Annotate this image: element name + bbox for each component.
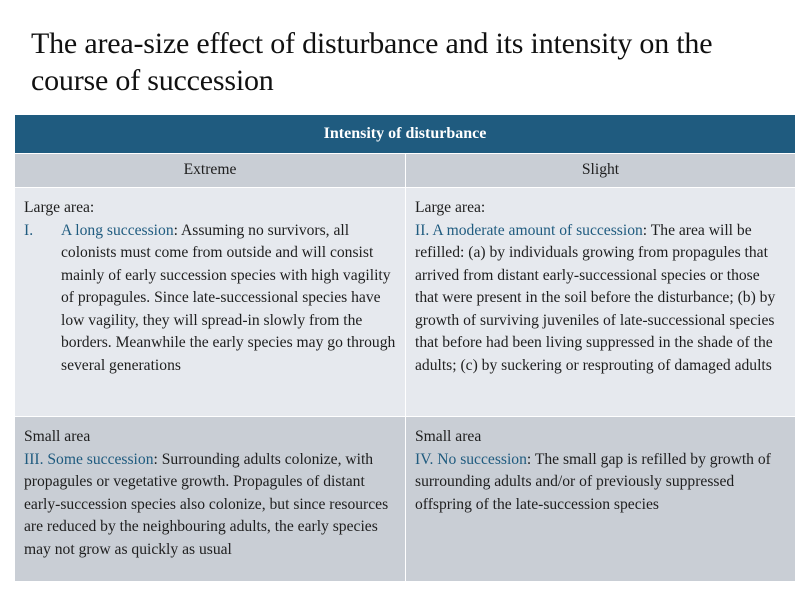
cell-extreme-small-area <box>15 417 406 582</box>
succession-text: : The small gap is refilled by growth of surrounding adults and/or of previously suppressed offspring of the late-succession species <box>415 450 771 513</box>
succession-heading: A long succession <box>61 221 174 239</box>
cell-slight-large-area <box>406 188 796 417</box>
roman-numeral: I. <box>24 221 34 239</box>
succession-heading: III. Some succession <box>24 450 154 468</box>
succession-heading: II. A moderate amount of succession <box>415 221 643 239</box>
succession-text: : Surrounding adults colonize, with propagules or vegetative growth. Propagules of distant early-succession species also colonize, but since resources are reduced by the neighbouring adults, the early species may not grow as quickly as usual <box>24 450 389 558</box>
succession-heading: IV. No succession <box>415 450 527 468</box>
column-header-extreme: Extreme <box>15 154 406 188</box>
succession-text: : Assuming no survivors, all colonists must come from outside and will consist mainly of early succession species with high vagility of propagules. Since late-successional species have low vagility, they will spread-in slowly from the borders. Meanwhile the early species may go through several generations <box>61 221 396 374</box>
area-label: Large area: <box>24 199 95 216</box>
cell-extreme-large-area <box>15 188 406 417</box>
area-label: Small area <box>415 428 482 445</box>
slide-title: The area-size effect of disturbance and its intensity on the course of succession <box>31 27 713 97</box>
table-header: Intensity of disturbance <box>15 115 796 154</box>
column-header-slight: Slight <box>406 154 796 188</box>
area-label: Large area: <box>415 199 486 216</box>
succession-text: : The area will be refilled: (a) by individuals growing from propagules that arrived from distant early-successional species or those that were present in the soil before the disturbance; (b) by growth of surviving juveniles of late-successional species that before had been living suppressed in the shade of the adults; (c) by suckering or resprouting of damaged adults <box>415 221 776 374</box>
succession-table <box>14 114 796 582</box>
cell-slight-small-area <box>406 417 796 582</box>
area-label: Small area <box>24 428 91 445</box>
